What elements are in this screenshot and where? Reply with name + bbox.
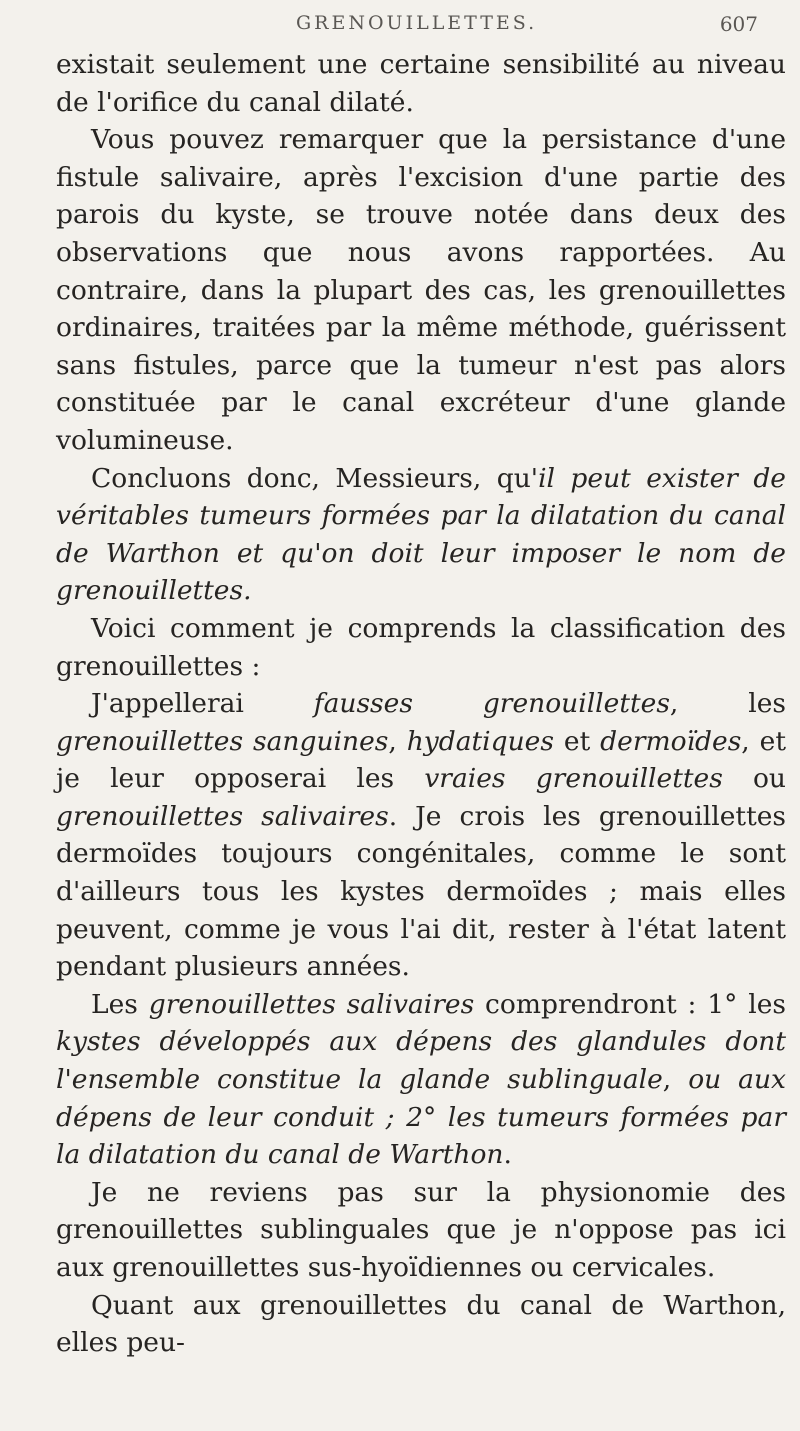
italic-text: ou aux dépens de leur conduit ; 2° les tumeurs formées par la dilatation du canal de Warthon [56, 1064, 786, 1171]
text-run: Vous pouvez remarquer que la persistance d'une fistule salivaire, après l'excision d'une partie des parois du kyste, se trouve notée dans deux des observations que nous avons rapportées. Au contraire, dans la plupart des cas, les grenouillettes ordinaires, traitées par la même méthode, guérissent sans fistules, parce que la tumeur n'est pas alors constituée par le canal excréteur d'une glande volumineuse. [56, 124, 786, 456]
paragraph [56, 1287, 786, 1362]
italic-text: hydatiques [406, 725, 554, 757]
paragraph [56, 986, 786, 1174]
text-run: . [503, 1139, 512, 1171]
text-run: Les [91, 988, 149, 1020]
text-run: , les [669, 688, 786, 720]
text-run: Concluons donc, Messieurs, qu' [91, 462, 539, 494]
running-head [0, 12, 800, 36]
text-run: comprendront : 1° les [474, 988, 786, 1020]
text-run: J'appellerai [91, 688, 314, 720]
italic-text: dermoïdes [600, 725, 742, 757]
paragraph [56, 1174, 786, 1287]
text-run: , et je leur opposerai les [56, 725, 786, 795]
text-run: Voici comment je comprends la classification des grenouillettes : [56, 612, 786, 682]
body-text [56, 46, 786, 1362]
italic-text: grenouillettes salivaires [56, 800, 389, 832]
italic-text: kystes développés aux dépens des glandules dont l'ensemble constitue la glande sublinguale [56, 1026, 786, 1096]
text-run: et [553, 725, 601, 757]
page-number: 607 [719, 12, 758, 36]
running-head-title: GRENOUILLETTES. [296, 12, 538, 34]
paragraph [56, 46, 786, 121]
text-run: Je ne reviens pas sur la physionomie des grenouillettes sublinguales que je n'oppose pas ici aux grenouillettes sus-hyoïdiennes ou cervicales. [56, 1176, 786, 1283]
text-run: , [388, 725, 407, 757]
italic-text: grenouillettes sanguines [56, 725, 389, 757]
paragraph [56, 121, 786, 459]
text-run: existait seulement une certaine sensibilité au niveau de l'orifice du canal dilaté. [56, 49, 786, 118]
italic-text: il peut exister de véritables tumeurs formées par la dilatation du canal de Warthon et qu'on doit leur imposer le nom de grenouillettes. [56, 462, 786, 607]
paragraph [56, 685, 786, 986]
paragraph [56, 610, 786, 685]
text-run: Quant aux grenouillettes du canal de Warthon, elles peu- [56, 1289, 786, 1359]
italic-text: fausses grenouillettes [313, 688, 670, 720]
text-run: . Je crois les grenouillettes dermoïdes toujours congénitales, comme le sont d'ailleurs tous les kystes dermoïdes ; mais elles peuvent, comme je vous l'ai dit, rester à l'état latent pendant plusieurs années. [56, 800, 786, 983]
italic-text: grenouillettes salivaires [148, 988, 475, 1020]
italic-text: vraies grenouillettes [424, 763, 723, 795]
paragraph [56, 460, 786, 610]
text-run: ou [722, 763, 786, 795]
text-run: , [662, 1064, 689, 1096]
